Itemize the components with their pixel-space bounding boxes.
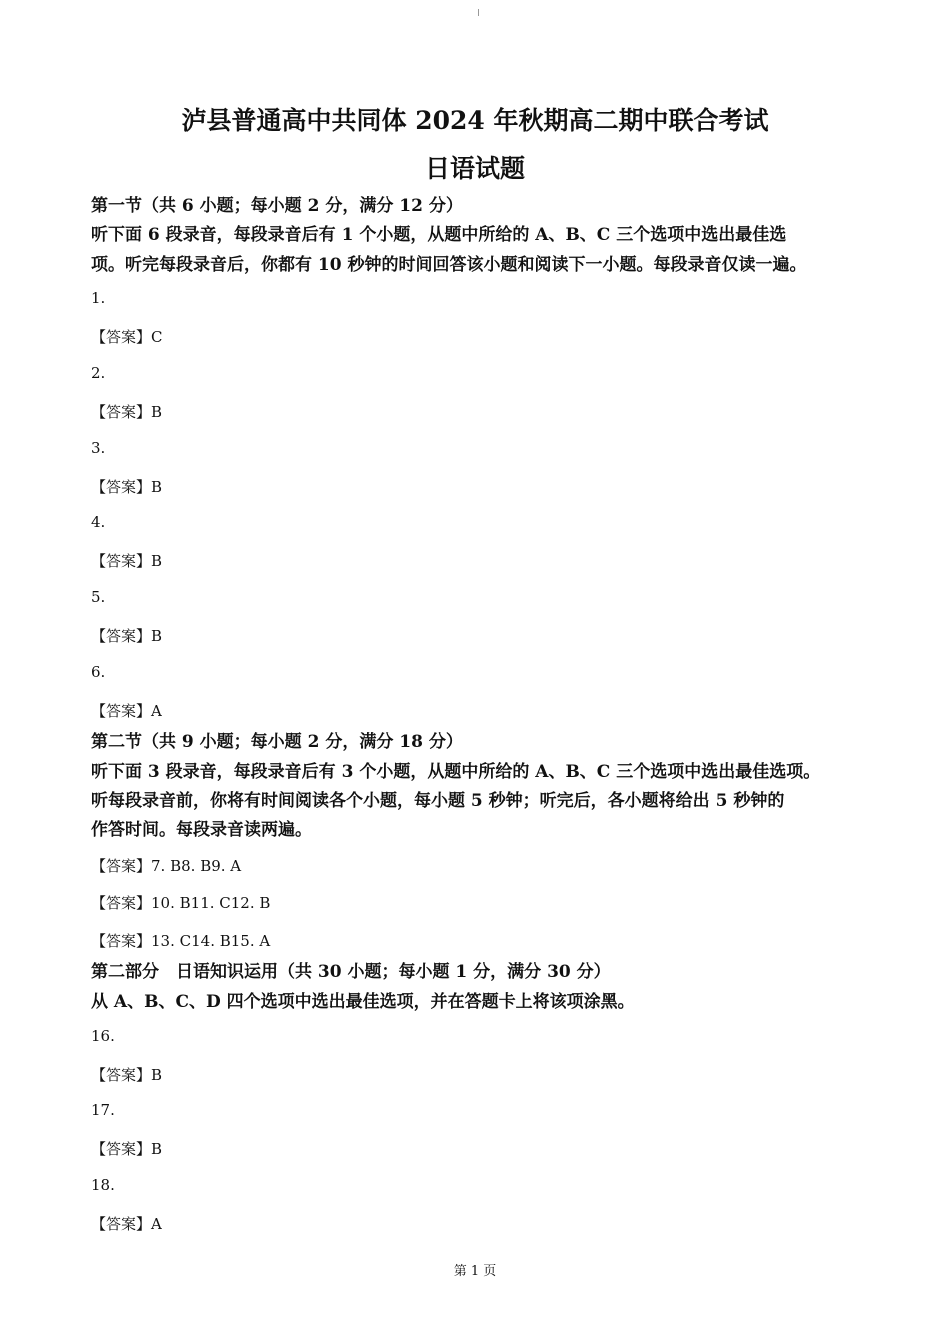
part2-instruction: 从 A、B、C、D 四个选项中选出最佳选项，并在答题卡上将该项涂黑。	[91, 992, 635, 1012]
answer-label: 【答案】	[91, 478, 152, 496]
answer-value: A	[151, 1215, 162, 1233]
answer-line	[91, 476, 162, 497]
answer-label: 【答案】	[91, 702, 152, 720]
answer-value: A	[151, 702, 162, 720]
answer-label: 【答案】	[91, 552, 152, 570]
page-top-mark	[478, 9, 479, 16]
answer-label: 【答案】	[91, 1066, 152, 1084]
question-number: 5.	[91, 588, 106, 606]
answer-value: B	[151, 627, 163, 645]
answer-value: B	[151, 1140, 163, 1158]
section1-heading: 第一节（共 6 小题；每小题 2 分，满分 12 分）	[91, 196, 463, 216]
answer-line	[91, 700, 162, 721]
question-number: 17.	[91, 1101, 115, 1119]
question-number: 6.	[91, 663, 106, 681]
answer-label: 【答案】	[91, 403, 152, 421]
answer-line	[91, 1213, 162, 1234]
exam-title: 泸县普通高中共同体 2024 年秋期高二期中联合考试	[181, 106, 769, 135]
question-number: 16.	[91, 1027, 115, 1045]
page-number: 第 1 页	[453, 1264, 497, 1279]
answer-value: B	[151, 1066, 163, 1084]
answer-label: 【答案】	[91, 1215, 152, 1233]
answer-value: 13. C14. B15. A	[151, 932, 271, 950]
answer-value: B	[151, 478, 163, 496]
answer-line	[91, 930, 270, 951]
answer-line	[91, 1064, 162, 1085]
section2-instruction-line3: 作答时间。每段录音读两遍。	[91, 820, 312, 840]
answer-value: C	[151, 328, 163, 346]
answer-line	[91, 326, 163, 347]
answer-label: 【答案】	[91, 328, 152, 346]
answer-value: 10. B11. C12. B	[151, 894, 271, 912]
answer-line	[91, 550, 162, 571]
answer-line	[91, 1138, 162, 1159]
answer-line	[91, 855, 241, 876]
question-number: 18.	[91, 1176, 115, 1194]
answer-label: 【答案】	[91, 932, 152, 950]
question-number: 3.	[91, 439, 106, 457]
question-number: 1.	[91, 289, 106, 307]
exam-subtitle: 日语试题	[424, 154, 525, 183]
answer-value: 7. B8. B9. A	[151, 857, 242, 875]
section2-heading: 第二节（共 9 小题；每小题 2 分，满分 18 分）	[91, 732, 463, 752]
answer-line	[91, 625, 162, 646]
section1-instruction-line1: 听下面 6 段录音，每段录音后有 1 个小题，从题中所给的 A、B、C 三个选项中选出最佳选	[91, 225, 787, 245]
question-number: 2.	[91, 364, 106, 382]
answer-line	[91, 401, 162, 422]
answer-label: 【答案】	[91, 857, 152, 875]
section2-instruction-line1: 听下面 3 段录音，每段录音后有 3 个小题，从题中所给的 A、B、C 三个选项中选出最佳选项。	[91, 762, 821, 782]
answer-label: 【答案】	[91, 1140, 152, 1158]
answer-label: 【答案】	[91, 894, 152, 912]
answer-value: B	[151, 552, 163, 570]
answer-line	[91, 892, 270, 913]
part2-heading: 第二部分 日语知识运用（共 30 小题；每小题 1 分，满分 30 分）	[91, 962, 611, 982]
section2-instruction-line2: 听每段录音前，你将有时间阅读各个小题，每小题 5 秒钟；听完后，各小题将给出 5 秒钟的	[91, 791, 785, 811]
answer-label: 【答案】	[91, 627, 152, 645]
section1-instruction-line2: 项。听完每段录音后，你都有 10 秒钟的时间回答该小题和阅读下一小题。每段录音仅读一遍。	[91, 255, 807, 275]
question-number: 4.	[91, 513, 106, 531]
answer-value: B	[151, 403, 163, 421]
